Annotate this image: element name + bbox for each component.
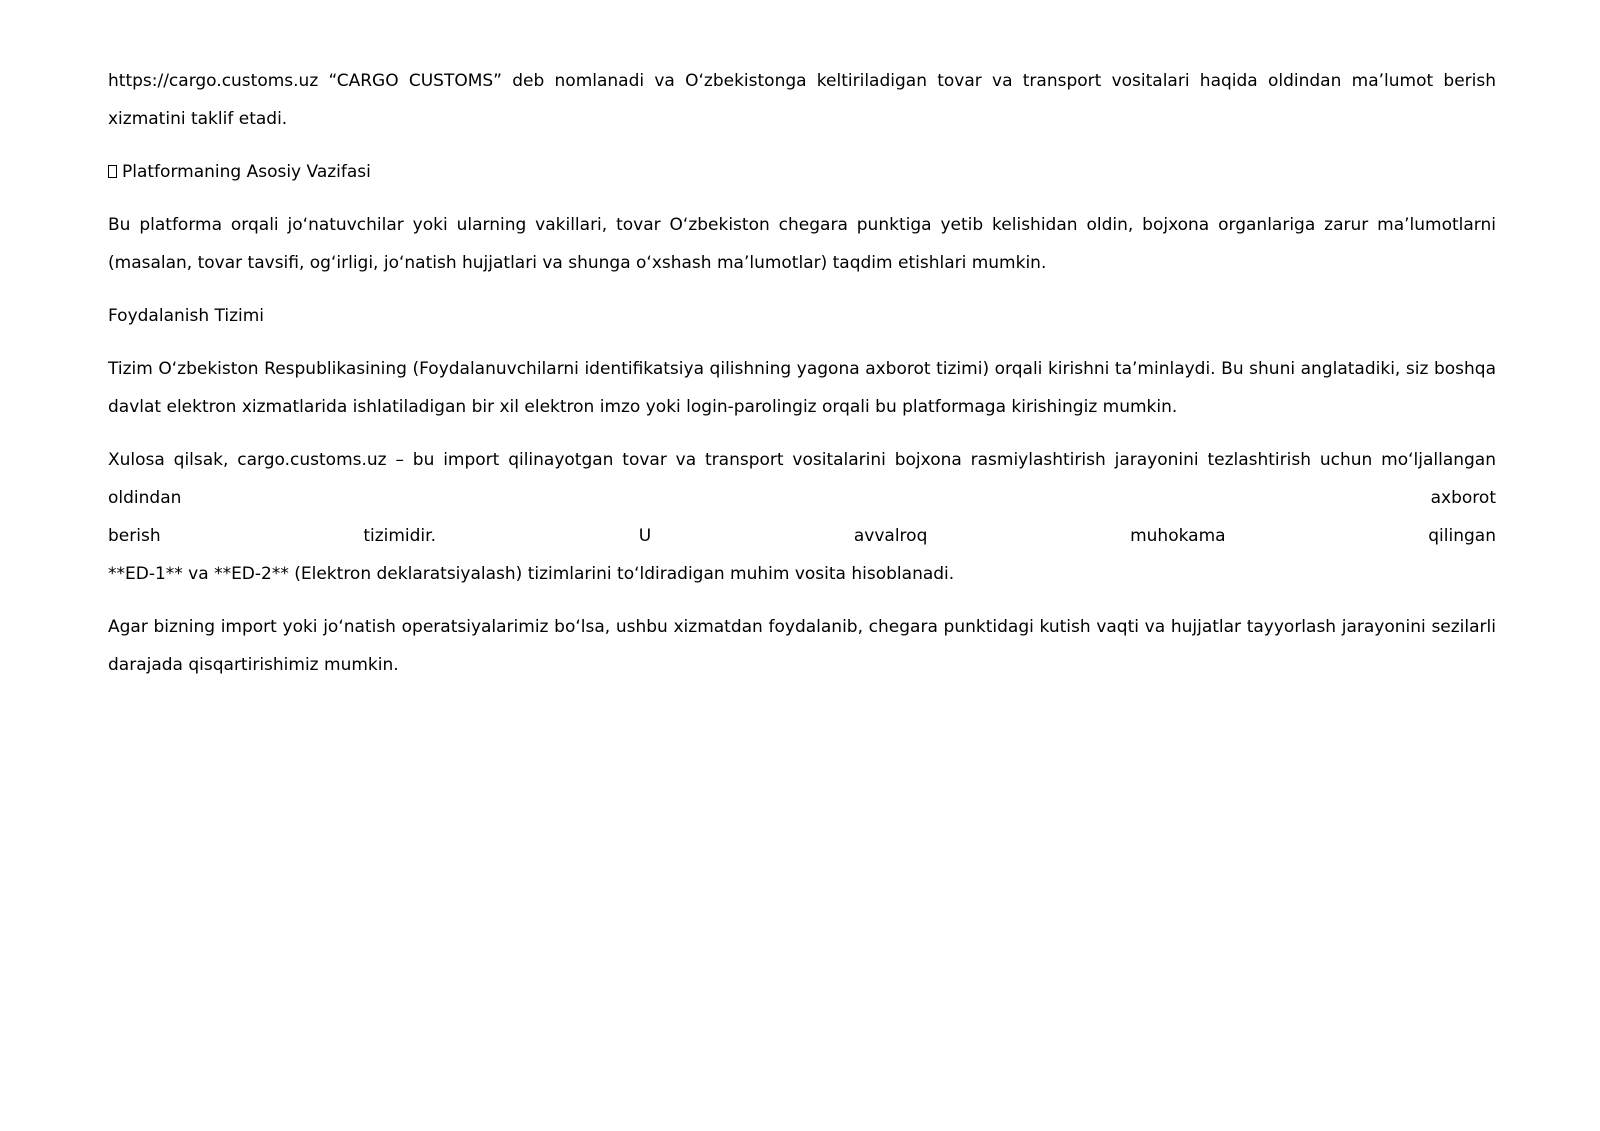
conclusion-word: berish — [108, 526, 161, 546]
section-heading-usage: Foydalanish Tizimi — [108, 306, 265, 326]
conclusion-paragraph — [108, 441, 1496, 593]
conclusion-line-2 — [108, 479, 1496, 517]
document-page — [108, 62, 1496, 699]
conclusion-line-4: **ED-1** va **ED-2** (Elektron deklaratsiyalash) tizimlarini to‘ldiradigan muhim vosita hisoblanadi. — [108, 564, 955, 584]
usage-paragraph: Tizim O‘zbekiston Respublikasining (Foydalanuvchilarni identifikatsiya qilishning yagona axborot tizimi) orqali kirishni ta’minlaydi. Bu shuni anglatadiki, siz boshqa davlat elektron xizmatlarida ishlatiladigan bir xil elektron imzo yoki login-parolingiz orqali bu platformaga kirishingiz mumkin. — [108, 359, 1496, 417]
conclusion-word: avvalroq — [853, 526, 928, 546]
conclusion-word: U — [638, 526, 652, 546]
conclusion-word: oldindan — [108, 488, 182, 508]
conclusion-word: tizimidir. — [363, 526, 436, 546]
closing-paragraph: Agar bizning import yoki jo‘natish operatsiyalarimiz bo‘lsa, ushbu xizmatdan foydalanib, chegara punktidagi kutish vaqti va hujjatlar tayyorlash jarayonini sezilarli darajada qisqartirishimiz mumkin. — [108, 617, 1496, 675]
intro-paragraph: https://cargo.customs.uz “CARGO CUSTOMS” deb nomlanadi va O‘zbekistonga keltiriladigan tovar va transport vositalari haqida oldindan ma’lumot berish xizmatini taklif etadi. — [108, 71, 1496, 129]
missing-glyph-icon — [108, 165, 117, 178]
conclusion-line-1: Xulosa qilsak, cargo.customs.uz – bu import qilinayotgan tovar va transport vositalarini bojxona rasmiylashtirish jarayonini tezlashtirish uchun mo‘ljallangan — [108, 450, 1496, 470]
conclusion-word: qilingan — [1428, 526, 1496, 546]
conclusion-word: axborot — [1430, 488, 1496, 508]
conclusion-word: muhokama — [1130, 526, 1226, 546]
section-heading-platform-text: Platformaning Asosiy Vazifasi — [122, 162, 371, 182]
platform-paragraph: Bu platforma orqali jo‘natuvchilar yoki ularning vakillari, tovar O‘zbekiston chegara punktiga yetib kelishidan oldin, bojxona organlariga zarur ma’lumotlarni (masalan, tovar tavsifi, og‘irligi, jo‘natish hujjatlari va shunga o‘xshash ma’lumotlar) taqdim etishlari mumkin. — [108, 215, 1496, 273]
section-heading-platform — [108, 153, 1496, 191]
conclusion-line-3 — [108, 517, 1496, 555]
